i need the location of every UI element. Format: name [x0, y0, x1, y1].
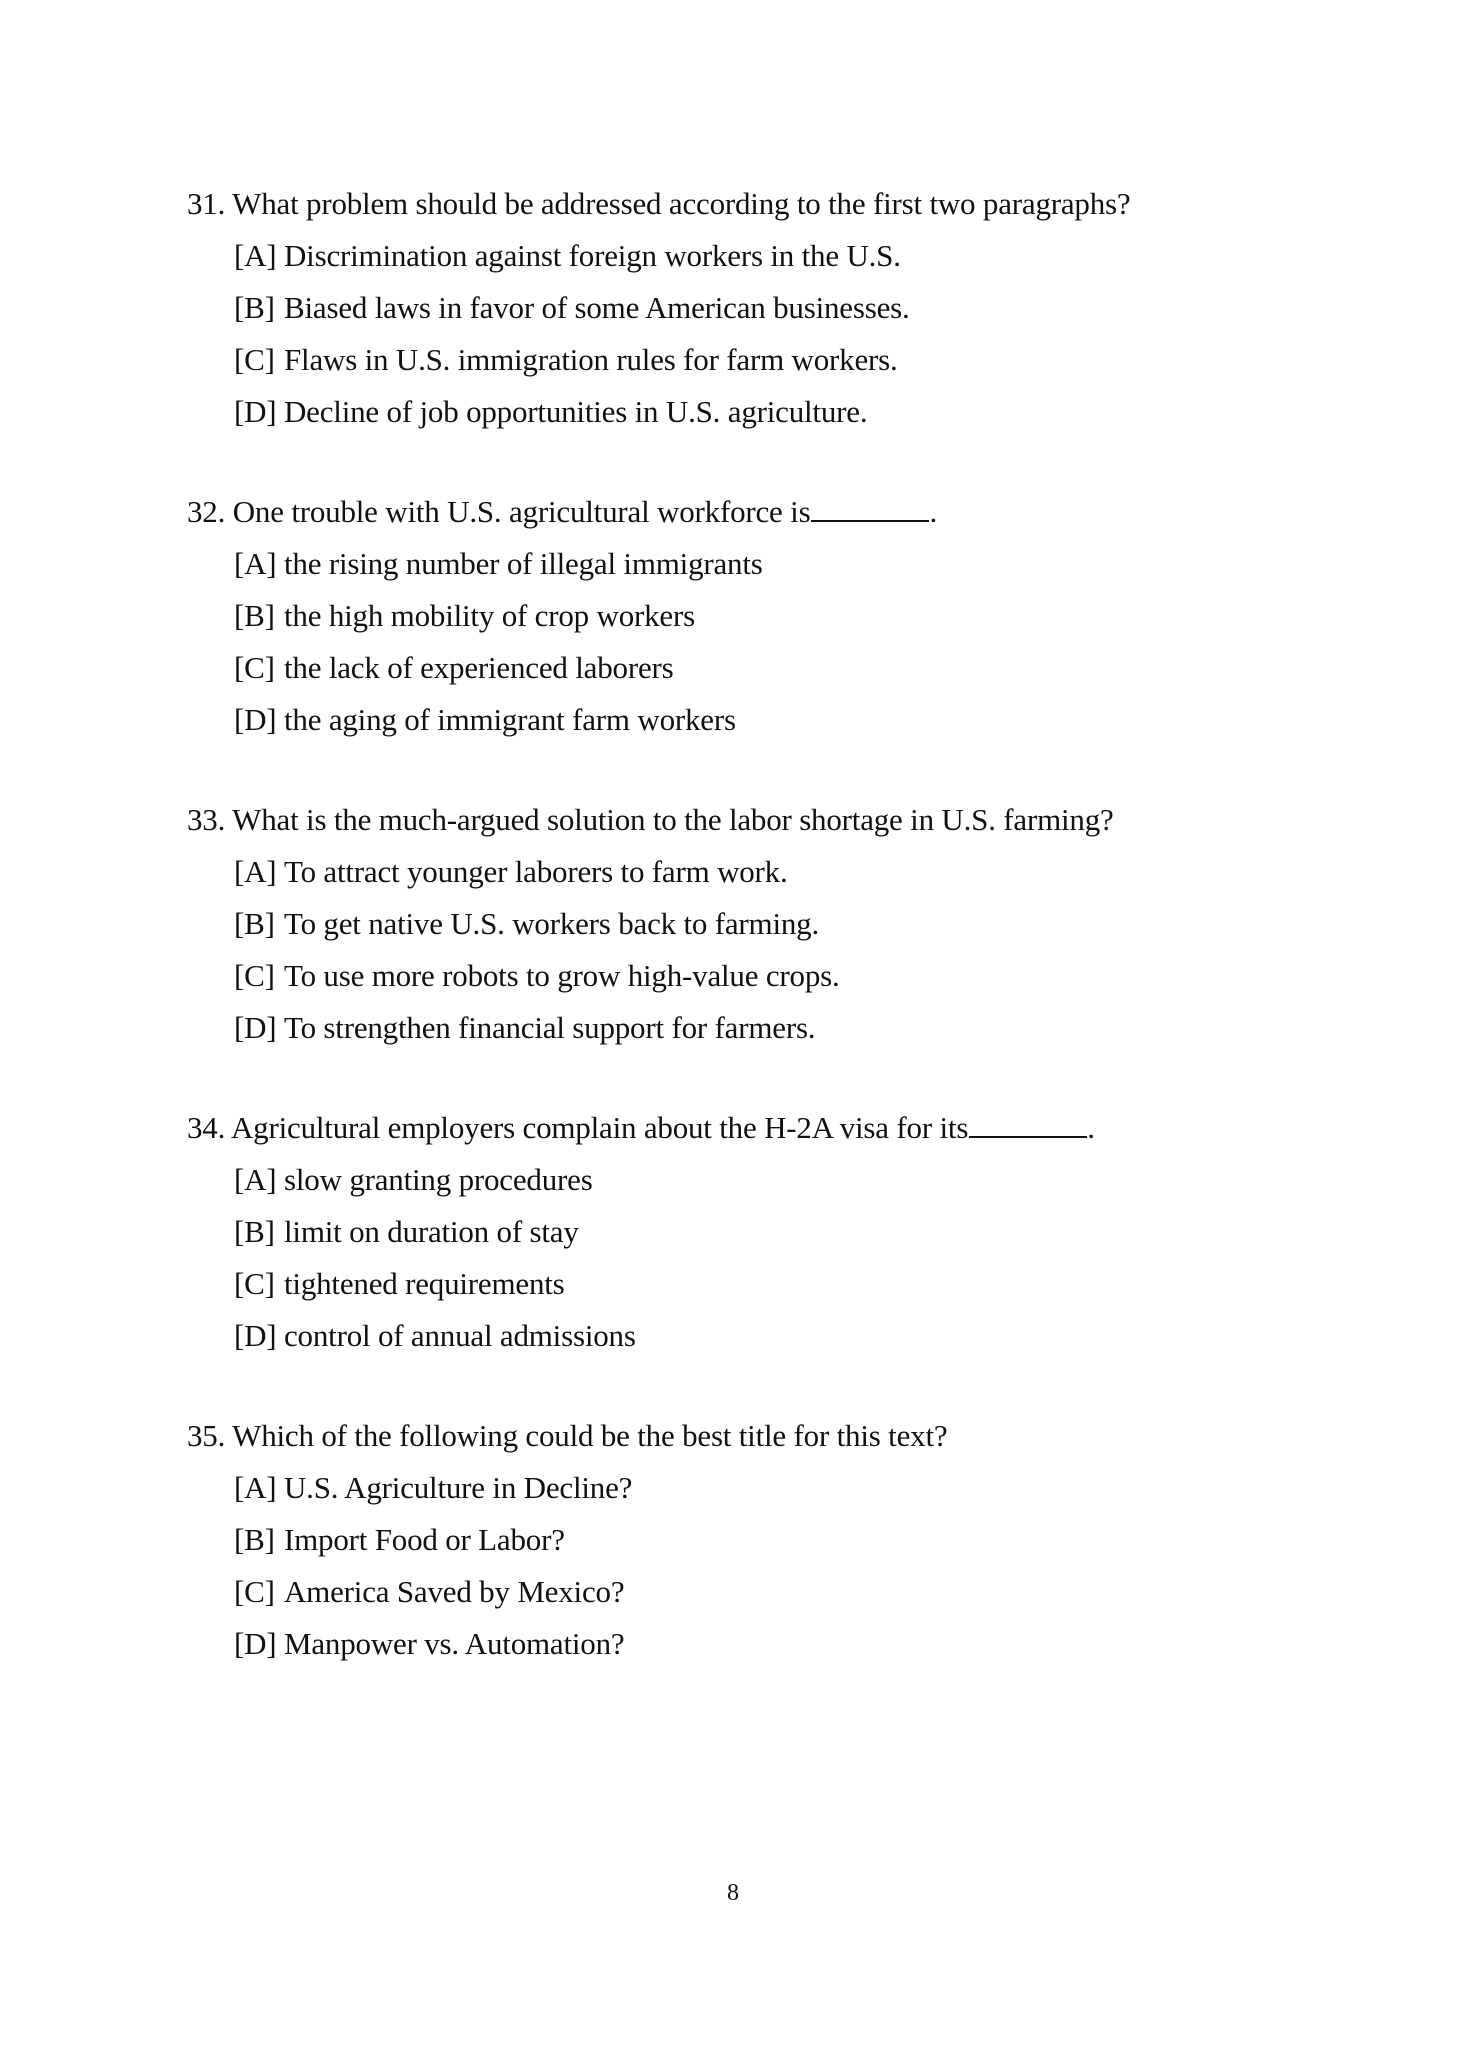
question-number: 33.	[187, 802, 226, 837]
option-d	[234, 1624, 1307, 1676]
option-text: tightened requirements	[284, 1266, 565, 1301]
option-text: Flaws in U.S. immigration rules for farm workers.	[284, 342, 898, 377]
option-letter: [A]	[234, 1162, 277, 1197]
option-b	[234, 1212, 1307, 1264]
option-d	[234, 1316, 1307, 1368]
option-letter: [D]	[234, 702, 277, 737]
option-d	[234, 392, 1307, 444]
option-letter: [D]	[234, 1626, 277, 1661]
option-list	[187, 236, 1307, 444]
option-c	[234, 956, 1307, 1008]
option-letter: [C]	[234, 958, 275, 993]
question-text: Agricultural employers complain about the H-2A visa for its	[231, 1110, 969, 1145]
option-text: To get native U.S. workers back to farming.	[284, 906, 820, 941]
option-b	[234, 1520, 1307, 1572]
question-number: 35.	[187, 1418, 226, 1453]
option-text: To use more robots to grow high-value crops.	[284, 958, 840, 993]
question-34	[187, 1108, 1307, 1368]
option-letter: [C]	[234, 1574, 275, 1609]
question-stem	[187, 184, 1307, 236]
question-32	[187, 492, 1307, 752]
option-a	[234, 1468, 1307, 1520]
question-stem	[187, 800, 1307, 852]
question-stem	[187, 492, 1307, 544]
option-letter: [C]	[234, 342, 275, 377]
page-number: 8	[727, 1880, 739, 1906]
option-letter: [B]	[234, 598, 275, 633]
option-letter: [D]	[234, 394, 277, 429]
answer-blank	[811, 494, 929, 522]
option-letter: [B]	[234, 1214, 275, 1249]
option-list	[187, 1468, 1307, 1676]
question-number: 34.	[187, 1110, 226, 1145]
answer-blank	[969, 1110, 1087, 1138]
option-b	[234, 596, 1307, 648]
option-d	[234, 700, 1307, 752]
option-letter: [C]	[234, 650, 275, 685]
question-31	[187, 184, 1307, 444]
blank-punctuation: .	[1087, 1110, 1095, 1145]
option-text: Import Food or Labor?	[284, 1522, 565, 1557]
question-35	[187, 1416, 1307, 1676]
option-text: the aging of immigrant farm workers	[284, 702, 736, 737]
option-letter: [A]	[234, 546, 277, 581]
option-text: control of annual admissions	[284, 1318, 636, 1353]
option-letter: [B]	[234, 290, 275, 325]
option-text: Manpower vs. Automation?	[284, 1626, 625, 1661]
option-b	[234, 288, 1307, 340]
option-text: Biased laws in favor of some American businesses.	[284, 290, 910, 325]
option-text: the rising number of illegal immigrants	[284, 546, 763, 581]
question-text: One trouble with U.S. agricultural workforce is	[232, 494, 811, 529]
option-a	[234, 236, 1307, 288]
option-text: the high mobility of crop workers	[284, 598, 695, 633]
question-number: 31.	[187, 186, 226, 221]
option-letter: [A]	[234, 238, 277, 273]
question-stem	[187, 1416, 1307, 1468]
option-a	[234, 1160, 1307, 1212]
option-letter: [D]	[234, 1318, 277, 1353]
option-c	[234, 340, 1307, 392]
option-text: To strengthen financial support for farmers.	[284, 1010, 816, 1045]
option-text: Discrimination against foreign workers in the U.S.	[284, 238, 901, 273]
question-text: Which of the following could be the best title for this text?	[232, 1418, 948, 1453]
option-text: the lack of experienced laborers	[284, 650, 674, 685]
option-letter: [B]	[234, 1522, 275, 1557]
question-33	[187, 800, 1307, 1060]
option-text: America Saved by Mexico?	[284, 1574, 625, 1609]
option-a	[234, 544, 1307, 596]
question-text: What problem should be addressed according to the first two paragraphs?	[232, 186, 1131, 221]
option-text: To attract younger laborers to farm work.	[284, 854, 788, 889]
option-b	[234, 904, 1307, 956]
option-text: Decline of job opportunities in U.S. agriculture.	[284, 394, 868, 429]
option-letter: [B]	[234, 906, 275, 941]
option-a	[234, 852, 1307, 904]
option-text: slow granting procedures	[284, 1162, 593, 1197]
option-letter: [A]	[234, 1470, 277, 1505]
option-c	[234, 648, 1307, 700]
option-d	[234, 1008, 1307, 1060]
option-list	[187, 852, 1307, 1060]
question-stem	[187, 1108, 1307, 1160]
option-c	[234, 1572, 1307, 1624]
option-letter: [D]	[234, 1010, 277, 1045]
option-text: U.S. Agriculture in Decline?	[284, 1470, 633, 1505]
option-letter: [C]	[234, 1266, 275, 1301]
option-list	[187, 1160, 1307, 1368]
question-text: What is the much-argued solution to the labor shortage in U.S. farming?	[232, 802, 1114, 837]
option-c	[234, 1264, 1307, 1316]
option-text: limit on duration of stay	[284, 1214, 579, 1249]
question-number: 32.	[187, 494, 226, 529]
option-letter: [A]	[234, 854, 277, 889]
blank-punctuation: .	[929, 494, 938, 529]
option-list	[187, 544, 1307, 752]
